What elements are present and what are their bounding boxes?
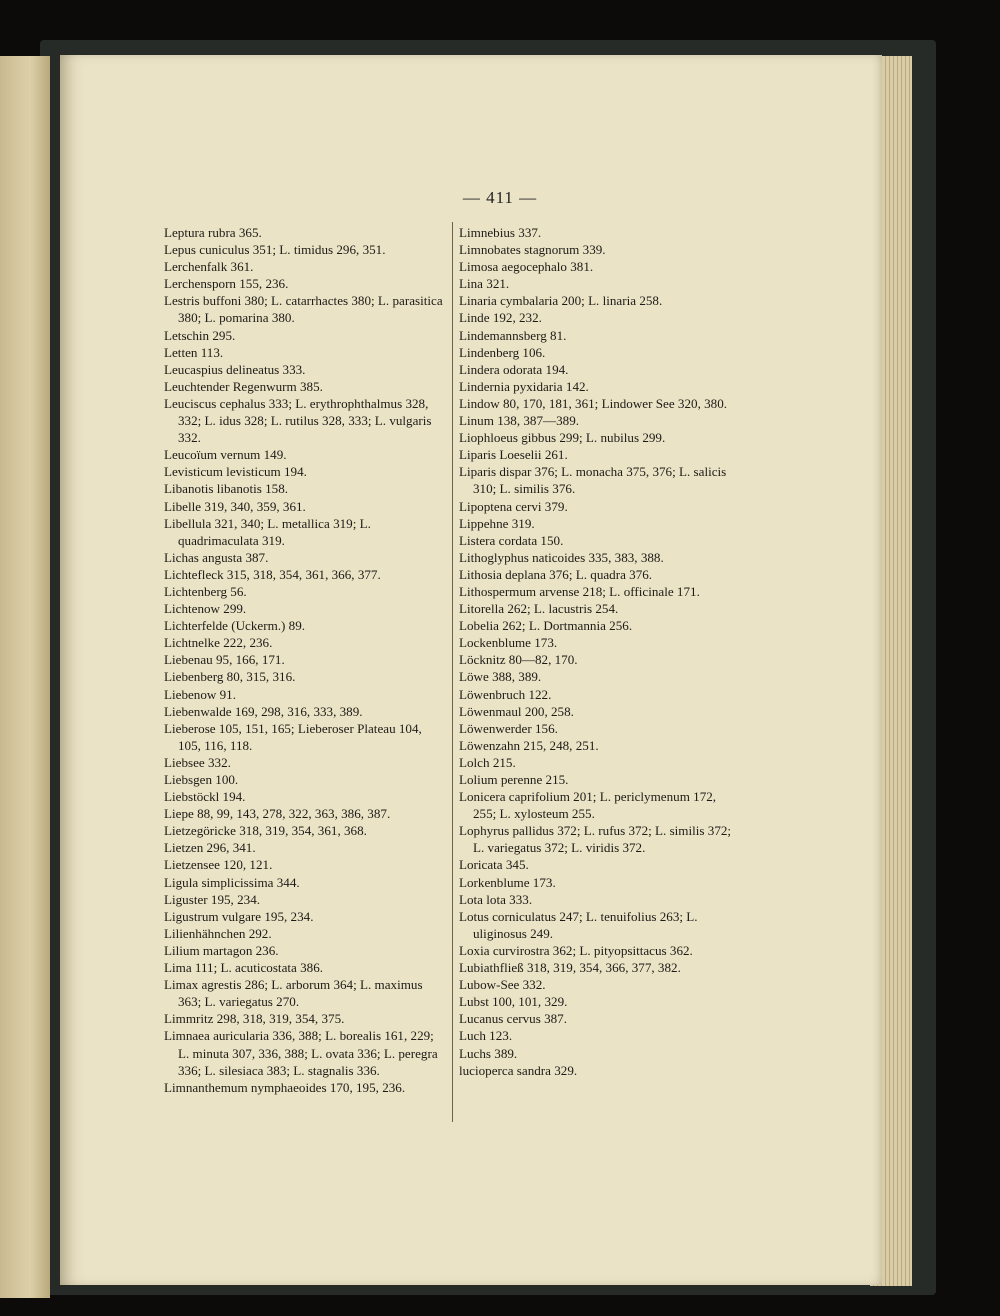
index-entry: Lorkenblume 173. [459,874,556,890]
index-entry: Litorella 262; L. lacustris 254. [459,601,619,617]
column-divider [452,222,453,1122]
index-entry: Löwenwerder 156. [459,720,558,736]
index-entry: Lichtnelke 222, 236. [164,635,273,651]
index-entry: Liepe 88, 99, 143, 278, 322, 363, 386, 387. [164,806,391,822]
index-entry: Listera cordata 150. [459,532,564,548]
index-entry: Lima 111; L. acuticostata 386. [164,960,324,976]
index-entry: Löwe 388, 389. [459,669,542,685]
index-entry: Lichtenberg 56. [164,583,247,599]
index-entry: Limnaea auricularia 336, 388; L. borealis 161, 229; L. minuta 307, 336, 388; L. ovata 336; L. peregra 336; L. silesiaca 383; L. stagnalis 336. [164,1028,438,1078]
index-entry: Loricata 345. [459,857,529,873]
index-entry: Limnebius 337. [459,225,542,240]
index-entry: Lonicera caprifolium 201; L. periclymenum 172, 255; L. xylosteum 255. [459,789,717,822]
index-entry: Liparis Loeselii 261. [459,447,568,463]
index-entry: Lubst 100, 101, 329. [459,994,568,1010]
index-entry: Liebstöckl 194. [164,789,246,805]
index-entry: Lietzen 296, 341. [164,840,256,856]
index-entry: Lotus corniculatus 247; L. tenuifolius 263; L. uliginosus 249. [459,908,698,941]
index-entry: Lobelia 262; L. Dortmannia 256. [459,618,633,634]
index-entry: Löwenzahn 215, 248, 251. [459,737,599,753]
index-entry: Liparis dispar 376; L. monacha 375, 376; L. salicis 310; L. similis 376. [459,464,727,497]
facing-page-edge [0,56,50,1298]
index-entry: Lietzensee 120, 121. [164,857,273,873]
index-entry: Limmritz 298, 318, 319, 354, 375. [164,1011,345,1027]
index-entry: Leuchtender Regenwurm 385. [164,378,323,394]
index-entry: Leucaspius delineatus 333. [164,361,306,377]
index-entry: Liebsgen 100. [164,772,239,787]
index-entry: Lichterfelde (Uckerm.) 89. [164,618,306,634]
index-entry: Lerchensporn 155, 236. [164,276,289,292]
index-entry: Löwenbruch 122. [459,686,552,702]
index-entry: Lithoglyphus naticoides 335, 383, 388. [459,549,664,565]
index-entry: Lota lota 333. [459,891,533,907]
index-entry: Limosa aegocephalo 381. [459,259,594,275]
index-entry: Leuciscus cephalus 333; L. erythrophthalmus 328, 332; L. idus 328; L. rutilus 328, 333; L. vulgaris 332. [164,395,432,446]
index-entry: Lipoptena cervi 379. [459,498,568,514]
index-entry: Liebenwalde 169, 298, 316, 333, 389. [164,703,363,719]
index-column-left [164,224,446,1096]
index-entry: Linaria cymbalaria 200; L. linaria 258. [459,293,663,309]
index-entry: Lophyrus pallidus 372; L. rufus 372; L. similis 372; L. variegatus 372; L. viridis 372. [459,823,732,856]
index-entry: Lindera odorata 194. [459,361,569,377]
index-entry: Löwenmaul 200, 258. [459,703,574,719]
index-entry: Lindemannsberg 81. [459,327,567,343]
index-entry: Leptura rubra 365. [164,225,262,240]
index-entry: Lietzegöricke 318, 319, 354, 361, 368. [164,823,367,839]
index-entry: Lindenberg 106. [459,344,546,360]
index-entry: Lithospermum arvense 218; L. officinale 171. [459,583,700,599]
index-entry: Letten 113. [164,344,224,360]
index-entry: Limax agrestis 286; L. arborum 364; L. maximus 363; L. variegatus 270. [164,977,423,1010]
index-entry: Levisticum levisticum 194. [164,464,307,480]
index-entry: Liebenow 91. [164,686,236,702]
index-entry: Liophloeus gibbus 299; L. nubilus 299. [459,430,666,446]
index-entry: Lichtenow 299. [164,601,247,617]
index-entry: Luchs 389. [459,1045,518,1061]
index-entry: Lindow 80, 170, 181, 361; Lindower See 320, 380. [459,395,728,411]
index-entry: Lestris buffoni 380; L. catarrhactes 380; L. parasitica 380; L. pomarina 380. [164,293,443,326]
index-entry: Lichtefleck 315, 318, 354, 361, 366, 377. [164,566,381,582]
index-entry: Lina 321. [459,276,510,292]
page-number: — 411 — [462,188,538,207]
index-entry: Limnobates stagnorum 339. [459,242,606,258]
index-entry: Liebenau 95, 166, 171. [164,652,285,668]
index-entry: Linum 138, 387—389. [459,413,580,429]
index-entry: Liguster 195, 234. [164,891,261,907]
index-entry: Lolium perenne 215. [459,772,569,787]
index-entry: Liebsee 332. [164,754,231,770]
index-entry: Lepus cuniculus 351; L. timidus 296, 351. [164,242,386,258]
index-column-right [459,224,737,1079]
index-entry: Lindernia pyxidaria 142. [459,378,589,394]
index-entry: Liebenberg 80, 315, 316. [164,669,296,685]
index-entry: Lerchenfalk 361. [164,259,254,275]
index-entry: Lolch 215. [459,754,516,770]
index-entry: Löcknitz 80—82, 170. [459,652,578,668]
index-entry: Lubiathfließ 318, 319, 354, 366, 377, 382. [459,960,681,976]
index-entry: Letschin 295. [164,327,236,343]
index-entry: Libellula 321, 340; L. metallica 319; L. quadrimaculata 319. [164,515,371,548]
index-entry: Lilienhähnchen 292. [164,925,272,941]
index-entry: Loxia curvirostra 362; L. pityopsittacus 362. [459,942,693,958]
index-entry: Ligula simplicissima 344. [164,874,300,890]
index-entry: Limnanthemum nymphaeoides 170, 195, 236. [164,1079,406,1095]
index-entry: lucioperca sandra 329. [459,1062,578,1078]
index-entry: Libelle 319, 340, 359, 361. [164,498,306,514]
index-entry: Lichas angusta 387. [164,549,269,565]
index-entry: Lieberose 105, 151, 165; Lieberoser Plateau 104, 105, 116, 118. [164,720,422,753]
index-entry: Lilium martagon 236. [164,942,279,958]
index-entry: Lockenblume 173. [459,635,558,651]
index-entry: Lucanus cervus 387. [459,1011,567,1027]
index-entry: Lithosia deplana 376; L. quadra 376. [459,566,653,582]
index-entry: Lippehne 319. [459,515,535,531]
index-entry: Libanotis libanotis 158. [164,481,289,497]
index-entry: Lubow-See 332. [459,977,546,993]
index-entry: Linde 192, 232. [459,310,542,326]
index-entry: Leucoïum vernum 149. [164,447,287,463]
index-entry: Ligustrum vulgare 195, 234. [164,908,314,924]
index-entry: Luch 123. [459,1028,513,1044]
